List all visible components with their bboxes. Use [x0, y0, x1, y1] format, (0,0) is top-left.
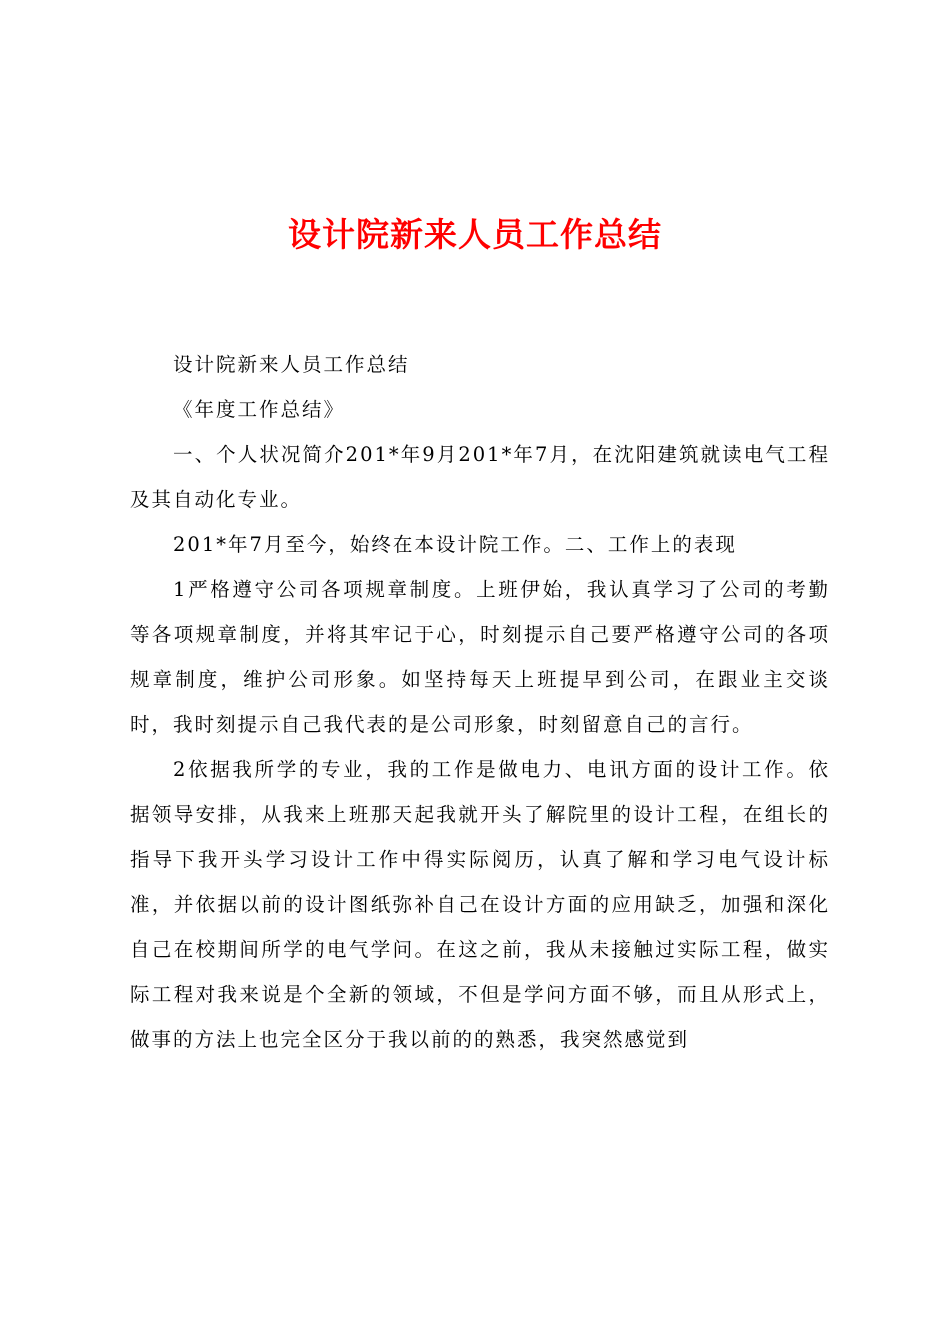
paragraph-category: 《年度工作总结》 [173, 398, 346, 421]
paragraph-work-since: 201*年7月至今，始终在本设计院工作。二、工作上的表现 [173, 533, 737, 556]
paragraph-personal-intro: 一、个人状况简介201*年9月201*年7月，在沈阳建筑就读电气工程及其自动化专业。 [130, 443, 830, 511]
paragraph-heading-repeat: 设计院新来人员工作总结 [173, 353, 410, 376]
document-title: 设计院新来人员工作总结 [288, 215, 662, 254]
document-body [130, 342, 830, 1062]
paragraph-design-work: 2依据我所学的专业，我的工作是做电力、电讯方面的设计工作。依据领导安排，从我来上班那天起我就开头了解院里的设计工程，在组长的指导下我开头学习设计工作中得实际阅历，认真了解和学习电气设计标准，并依据以前的设计图纸弥补自己在设计方面的应用缺乏，加强和深化自己在校期间所学的电气学问。在这之前，我从未接触过实际工程，做实际工程对我来说是个全新的领域，不但是学问方面不够，而且从形式上，做事的方法上也完全区分于我以前的的熟悉，我突然感觉到 [130, 758, 830, 1051]
paragraph-rules: 1严格遵守公司各项规章制度。上班伊始，我认真学习了公司的考勤等各项规章制度，并将其牢记于心，时刻提示自己要严格遵守公司的各项规章制度，维护公司形象。如坚持每天上班提早到公司，在跟业主交谈时，我时刻提示自己我代表的是公司形象，时刻留意自己的言行。 [130, 578, 830, 736]
